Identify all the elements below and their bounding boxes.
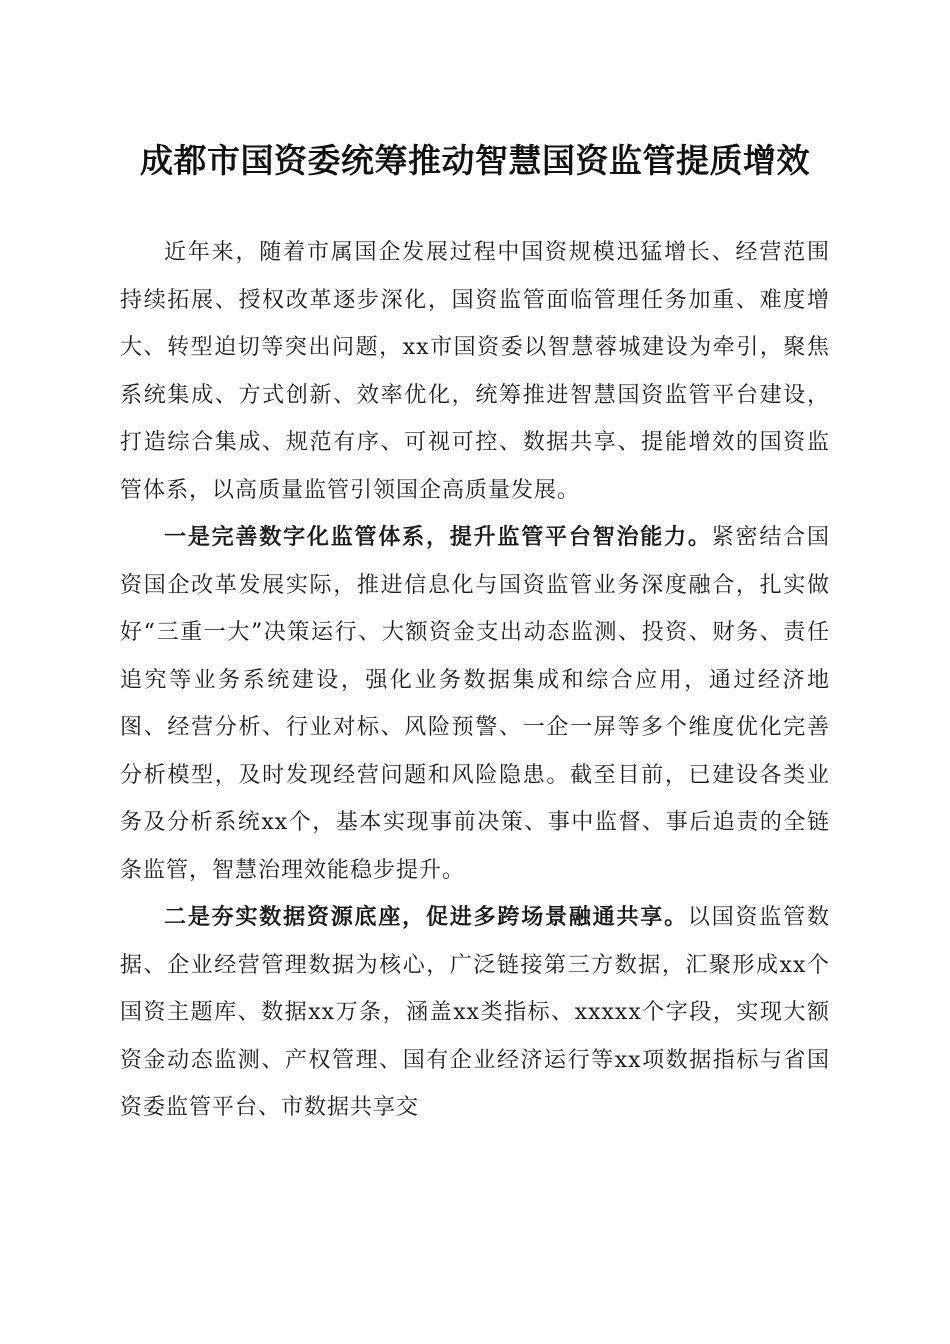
paragraph-text: 紧密结合国资国企改革发展实际，推进信息化与国资监管业务深度融合，扎实做好“三重一大”决策运行、大额资金支出动态监测、投资、财务、责任追究等业务系统建设，强化业务数据集成和综合应用，通过经济地图、经营分析、行业对标、风险预警、一企一屏等多个维度优化完善分析模型，及时发现经营问题和风险隐患。截至目前，已建设各类业务及分析系统xx个，基本实现事前决策、事中监督、事后追责的全链条监管，智慧治理效能稳步提升。	[120, 525, 830, 883]
paragraph-lead: 一是完善数字化监管体系，提升监管平台智治能力。	[164, 524, 712, 550]
paragraph-intro	[120, 229, 830, 514]
paragraph-section-one	[120, 514, 830, 894]
paragraph-text: 近年来，随着市属国企发展过程中国资规模迅猛增长、经营范围持续拓展、授权改革逐步深化，国资监管面临管理任务加重、难度增大、转型迫切等突出问题，xx市国资委以智慧蓉城建设为牵引，聚焦系统集成、方式创新、效率优化，统筹推进智慧国资监管平台建设，打造综合集成、规范有序、可视可控、数据共享、提能增效的国资监管体系，以高质量监管引领国企高质量发展。	[120, 240, 830, 503]
paragraph-lead: 二是夯实数据资源底座，促进多跨场景融通共享。	[164, 904, 688, 930]
paragraph-text: 以国资监管数据、企业经营管理数据为核心，广泛链接第三方数据，汇聚形成xx个国资主题库、数据xx万条，涵盖xx类指标、xxxxx个字段，实现大额资金动态监测、产权管理、国有企业经济运行等xx项数据指标与省国资委监管平台、市数据共享交	[120, 905, 830, 1120]
document-title: 成都市国资委统筹推动智慧国资监管提质增效	[140, 141, 810, 180]
paragraph-section-two	[120, 894, 830, 1132]
document-body	[120, 229, 830, 1132]
